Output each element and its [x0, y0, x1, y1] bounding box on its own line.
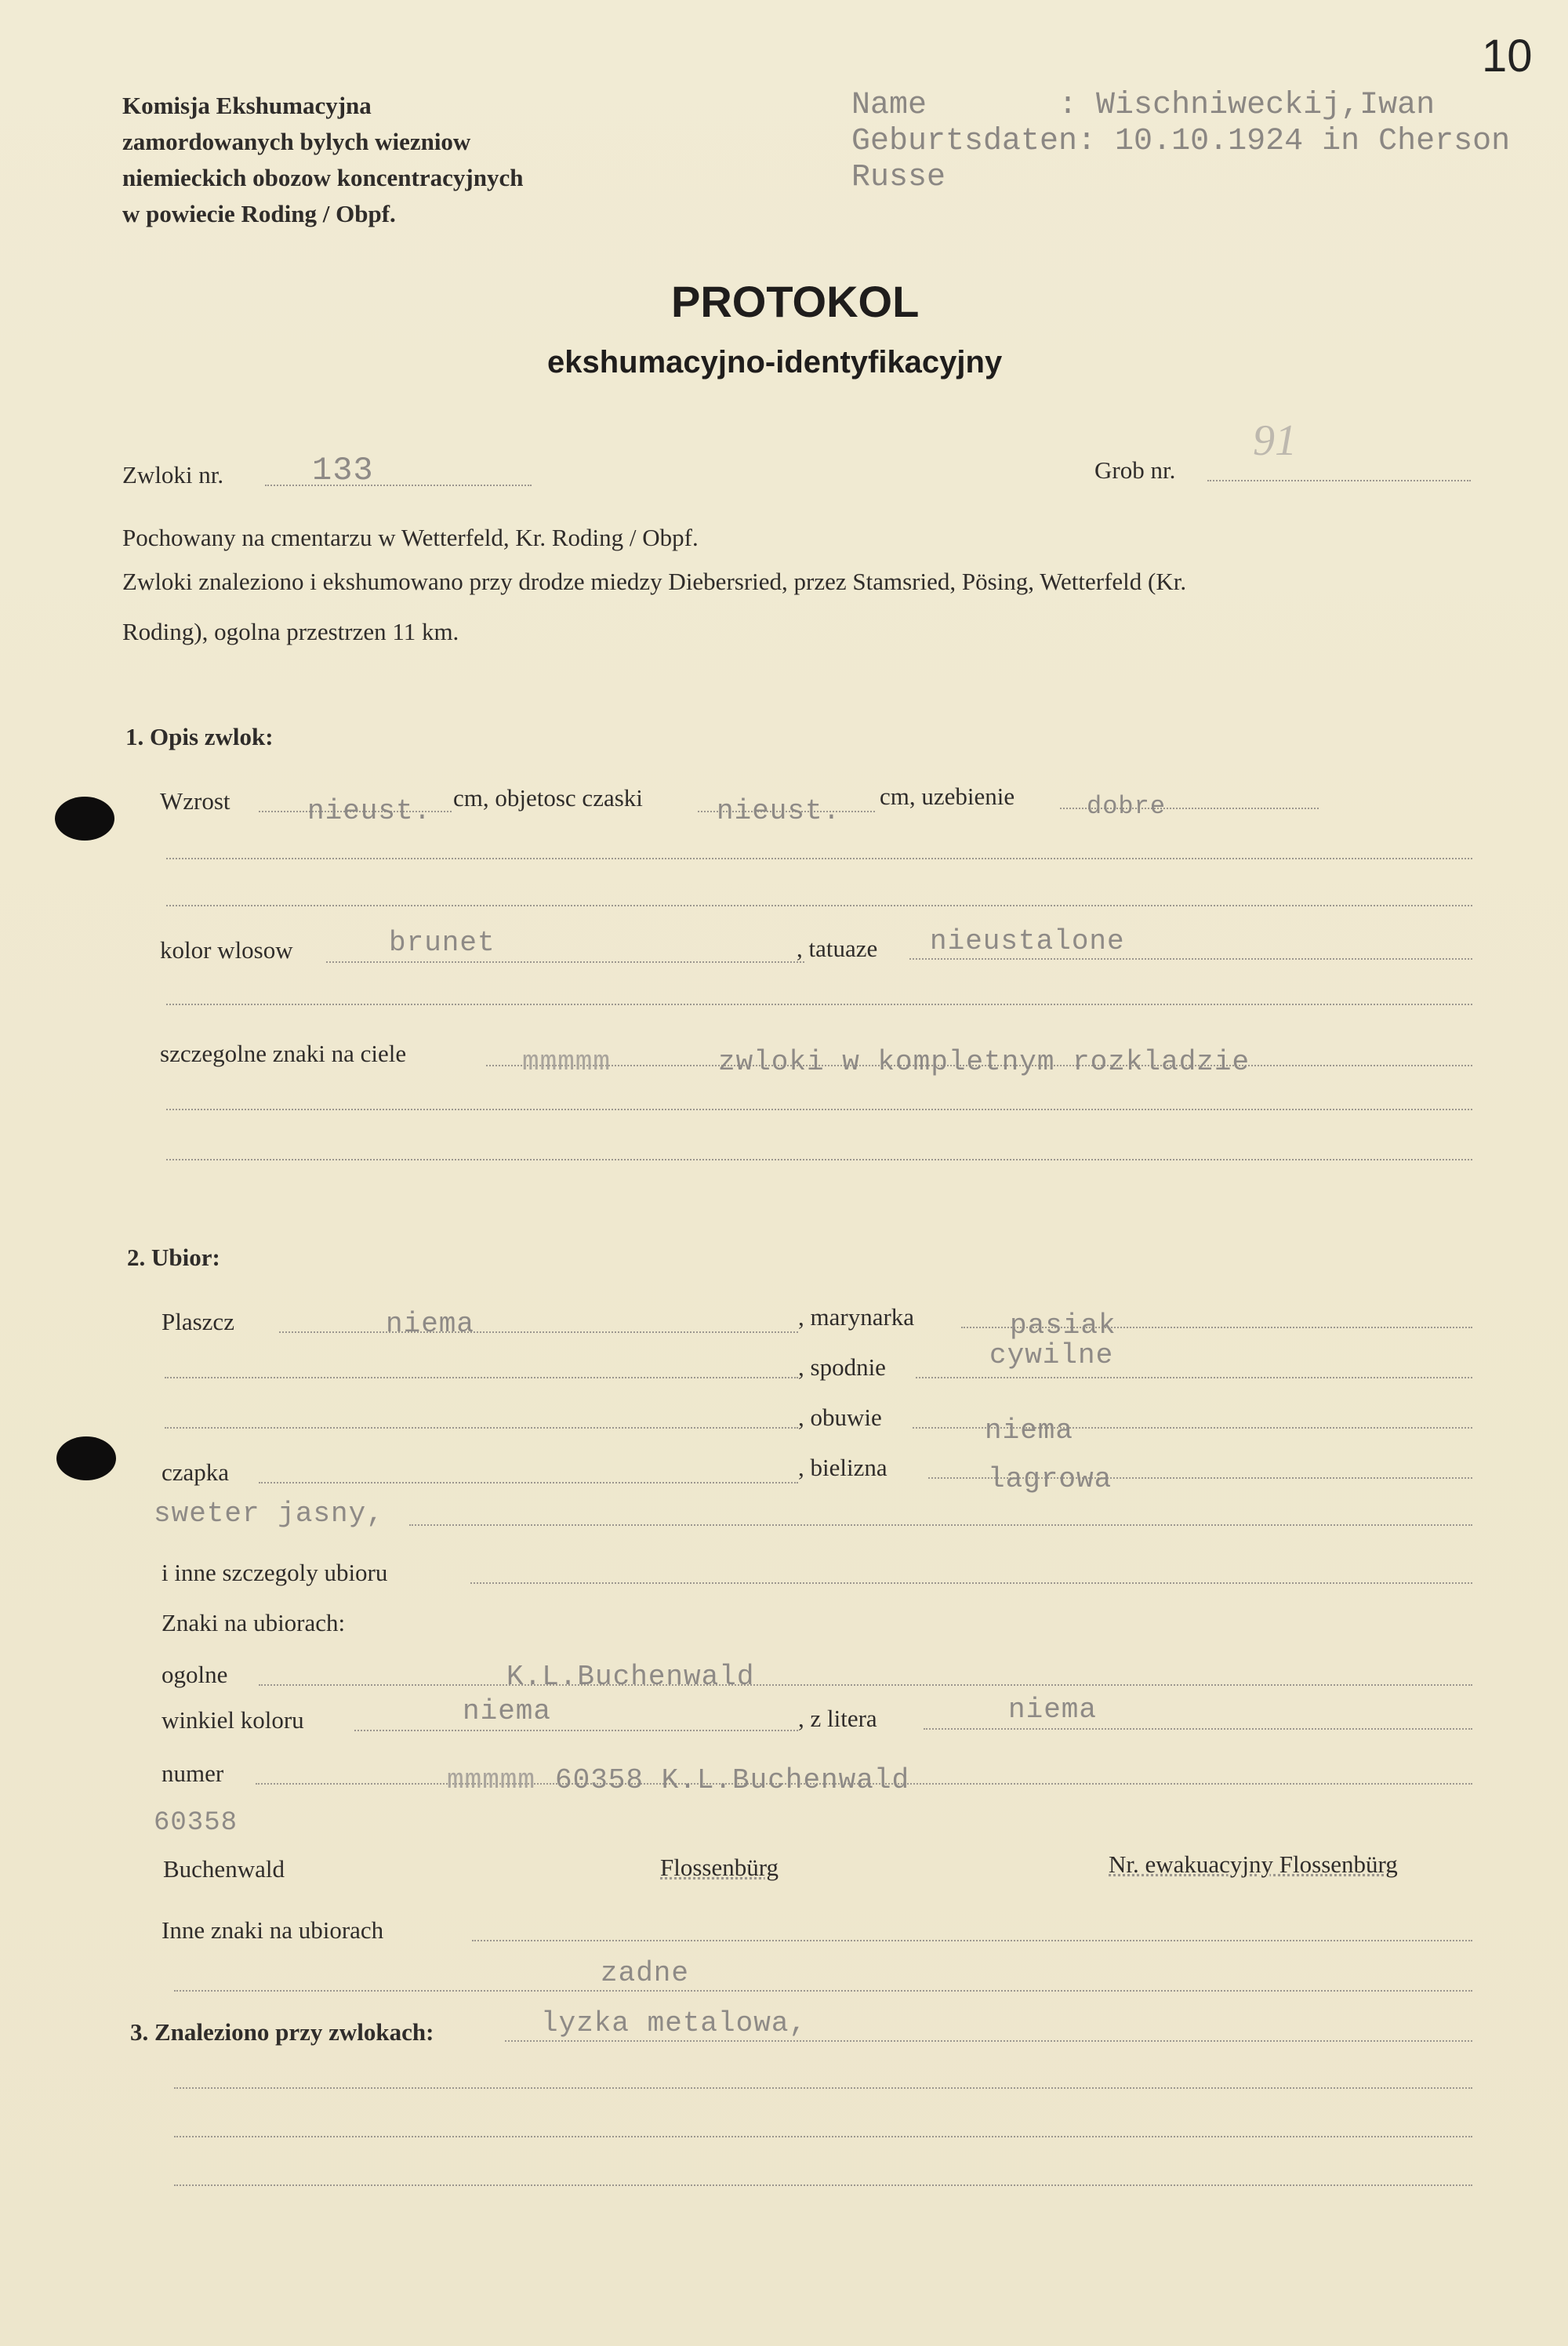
coat-value: niema	[386, 1308, 475, 1340]
other-clothing-marks-line	[472, 1940, 1472, 1941]
hair-color-label: kolor wlosow	[160, 936, 293, 964]
punch-hole	[56, 1436, 116, 1480]
document-title: PROTOKOL	[671, 277, 920, 326]
trousers-label: , spodnie	[798, 1353, 886, 1381]
trousers-line	[916, 1377, 1472, 1378]
other-clothing-marks-label: Inne znaki na ubiorach	[162, 1916, 384, 1944]
distinguishing-marks-struck: mmmmm	[522, 1046, 612, 1078]
buchenwald-label: Buchenwald	[163, 1855, 285, 1883]
items-found-line-2	[174, 2087, 1472, 2089]
items-found-line-4	[174, 2184, 1472, 2186]
other-clothing-marks-line-2	[174, 1990, 1472, 1992]
number-value: 60358 K.L.Buchenwald	[555, 1764, 910, 1796]
clothing-extra-line-2	[165, 1427, 798, 1429]
height-value: nieust.	[307, 795, 432, 827]
body-description-line-3	[166, 905, 1472, 906]
trousers-value: cywilne	[989, 1339, 1114, 1371]
general-marks-value: K.L.Buchenwald	[506, 1661, 755, 1693]
number-label: numer	[162, 1760, 224, 1787]
section-clothing-heading: 2. Ubior:	[127, 1244, 220, 1271]
jacket-value: pasiak	[1010, 1309, 1116, 1342]
letter-line	[924, 1728, 1472, 1730]
evacuation-number-label: Nr. ewakuacyjny Flossenbürg	[1109, 1850, 1398, 1878]
clothing-extra-line-1	[165, 1377, 798, 1378]
skull-volume-label: cm, objetosc czaski	[453, 784, 643, 812]
commission-line-2: zamordowanych bylych wiezniow	[122, 128, 471, 155]
section-body-description-heading: 1. Opis zwlok:	[125, 723, 274, 750]
other-clothing-marks-value: zadne	[601, 1957, 690, 1989]
birth-line: Geburtsdaten: 10.10.1924 in Cherson	[851, 124, 1511, 159]
distinguishing-marks-value: zwloki w kompletnym rozkladzie	[718, 1046, 1250, 1078]
general-marks-label: ogolne	[162, 1661, 228, 1688]
tattoo-value: nieustalone	[930, 925, 1125, 957]
other-clothing-details-label: i inne szczegoly ubioru	[162, 1559, 388, 1586]
coat-label: Plaszcz	[162, 1308, 234, 1335]
corpse-number-label: Zwloki nr.	[122, 461, 224, 488]
grave-number-label: Grob nr.	[1094, 456, 1176, 484]
commission-line-1: Komisja Ekshumacyjna	[122, 92, 372, 119]
height-label: Wzrost	[160, 787, 230, 815]
shoes-label: , obuwie	[798, 1404, 882, 1431]
letter-value: niema	[1008, 1694, 1098, 1726]
grave-number-line	[1207, 480, 1471, 481]
found-location-line-2: Roding), ogolna przestrzen 11 km.	[122, 618, 459, 645]
cap-label: czapka	[162, 1458, 230, 1486]
letter-label: , z litera	[798, 1705, 877, 1732]
triangle-color-value: niema	[463, 1695, 552, 1727]
other-clothing-details-line	[470, 1582, 1472, 1584]
corpse-number-value: 133	[312, 452, 374, 489]
distinguishing-marks-line-3	[166, 1159, 1472, 1160]
body-description-line-2	[166, 858, 1472, 859]
distinguishing-marks-label: szczegolne znaki na ciele	[160, 1040, 407, 1067]
nationality-line: Russe	[851, 160, 946, 195]
items-found-line	[505, 2040, 1472, 2042]
teeth-label: cm, uzebienie	[880, 783, 1015, 810]
shoes-value: niema	[985, 1414, 1074, 1447]
hair-color-value: brunet	[389, 927, 495, 959]
page-number: 10	[1482, 31, 1533, 82]
flossenburg-label: Flossenbürg	[660, 1854, 779, 1881]
triangle-color-line	[354, 1730, 798, 1731]
commission-header	[122, 88, 523, 232]
jacket-label: , marynarka	[798, 1303, 915, 1331]
cap-line	[259, 1482, 798, 1484]
buchenwald-number-value: 60358	[154, 1808, 238, 1838]
burial-place: Pochowany na cmentarzu w Wetterfeld, Kr. Roding / Obpf.	[122, 524, 699, 551]
clothing-marks-label: Znaki na ubiorach:	[162, 1609, 346, 1636]
triangle-color-label: winkiel koloru	[162, 1706, 304, 1734]
document-subtitle: ekshumacyjno-identyfikacyjny	[547, 345, 1003, 380]
distinguishing-marks-line-2	[166, 1109, 1472, 1110]
items-found-value: lyzka metalowa,	[541, 2007, 808, 2039]
hair-color-line	[326, 961, 804, 963]
identity-header	[851, 88, 1510, 196]
found-location-line-1: Zwloki znaleziono i ekshumowano przy drodze miedzy Diebersried, przez Stamsried, Pösing, Wetterfeld (Kr.	[122, 568, 1187, 595]
sweater-value: sweter jasny,	[154, 1498, 384, 1530]
teeth-value: dobre	[1087, 792, 1167, 821]
name-line: Name : Wischniweckij,Iwan	[851, 88, 1436, 123]
sweater-line	[409, 1524, 1472, 1526]
commission-line-4: w powiecie Roding / Obpf.	[122, 200, 396, 227]
punch-hole	[55, 797, 114, 841]
tattoo-line	[909, 958, 1472, 960]
grave-number-value: 91	[1253, 416, 1297, 465]
items-found-line-3	[174, 2136, 1472, 2137]
coat-line	[279, 1331, 798, 1333]
underwear-label: , bielizna	[798, 1454, 887, 1481]
commission-line-3: niemieckich obozow koncentracyjnych	[122, 164, 524, 191]
skull-volume-value: nieust.	[717, 795, 841, 827]
corpse-number-line	[265, 485, 532, 486]
hair-tattoo-line-2	[166, 1004, 1472, 1005]
section-items-found-heading: 3. Znaleziono przy zwlokach:	[130, 2018, 434, 2046]
underwear-value: lagrowa	[988, 1463, 1112, 1495]
tattoo-label: , tatuaze	[797, 935, 878, 962]
general-marks-line	[259, 1684, 1472, 1686]
number-struck: mmmmm	[447, 1764, 536, 1796]
